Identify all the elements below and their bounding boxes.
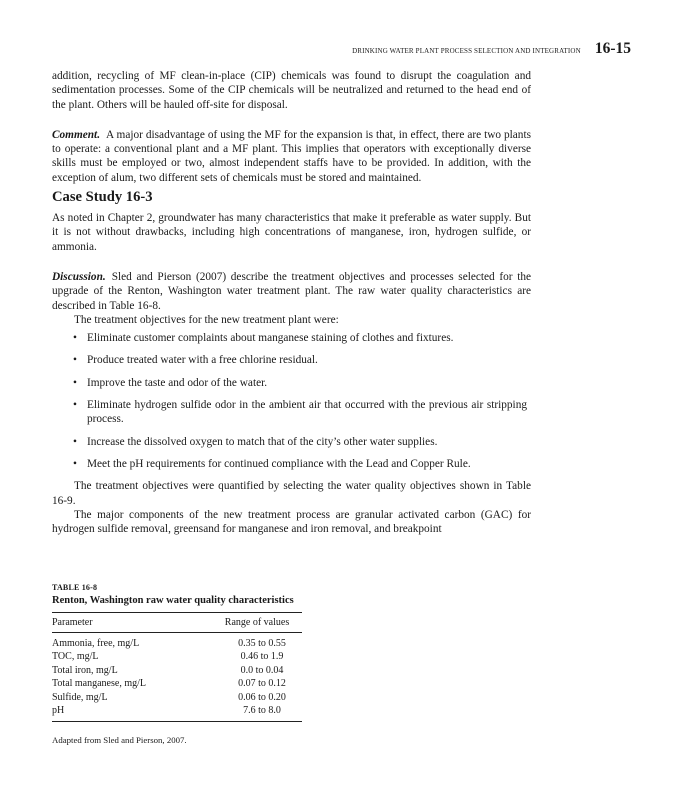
list-item-text: Eliminate hydrogen sulfide odor in the ambient air that occurred with the previous air stripping process.	[87, 399, 527, 426]
bullet-icon: •	[73, 354, 77, 367]
cell-range: 0.0 to 0.04	[240, 664, 284, 676]
table-source-note: Adapted from Sled and Pierson, 2007.	[52, 735, 187, 746]
running-head-title: DRINKING WATER PLANT PROCESS SELECTION AND INTEGRATION	[352, 47, 581, 55]
cell-parameter: pH	[52, 705, 65, 717]
paragraph-case-intro: As noted in Chapter 2, groundwater has many characteristics that make it preferable as water supply. But it is not without drawbacks, including high concentrations of manganese, iron, hydrogen sulfide, or ammonia.	[52, 212, 531, 253]
running-head	[52, 40, 631, 58]
cell-parameter: Total manganese, mg/L	[52, 678, 146, 690]
table-body	[52, 633, 302, 721]
page-number: 16-15	[594, 40, 631, 57]
list-item-text: Improve the taste and odor of the water.	[87, 376, 268, 389]
paragraph-quantified: The treatment objectives were quantified by selecting the water quality objectives shown in Table 16-9.	[52, 480, 531, 507]
table-header-row	[52, 613, 302, 632]
column-header-range: Range of values	[224, 617, 290, 628]
paragraph-comment	[52, 128, 531, 185]
table-title: Renton, Washington raw water quality characteristics	[52, 595, 294, 606]
cell-range: 0.06 to 0.20	[238, 691, 286, 703]
cell-parameter: Total iron, mg/L	[52, 664, 118, 676]
cell-range: 0.46 to 1.9	[240, 651, 284, 663]
paragraph-cip: addition, recycling of MF clean-in-place (CIP) chemicals was found to disrupt the coagulation and sedimentation processes. Some of the CIP chemicals will be neutralized and returned to the head end of the plant. Others will be hauled off-site for disposal.	[52, 70, 531, 111]
cell-range: 7.6 to 8.0	[243, 705, 281, 717]
table-row	[52, 650, 302, 663]
bullet-icon: •	[73, 376, 77, 389]
case-study-heading: Case Study 16-3	[52, 189, 153, 206]
discussion-label: Discussion.	[52, 270, 106, 283]
comment-text: A major disadvantage of using the MF for the expansion is that, in effect, there are two plants to operate: a conventional plant and a MF plant. This implies that operators with exceptionally diverse skills must be employed or two, almost independent staffs have to be provided. In addition, with the exception of alum, two different sets of chemicals must be stored and maintained.	[52, 128, 531, 184]
list-item	[52, 331, 531, 345]
cell-range: 0.35 to 0.55	[238, 638, 286, 649]
list-item	[52, 376, 531, 390]
list-item	[52, 457, 531, 471]
discussion-text: Sled and Pierson (2007) describe the treatment objectives and processes selected for the upgrade of the Renton, Washington water treatment plant. The raw water quality characteristics are described in Table 16-8.	[52, 270, 531, 312]
cell-parameter: Sulfide, mg/L	[52, 691, 108, 703]
paragraph-major-components: The major components of the new treatment process are granular activated carbon (GAC) for hydrogen sulfide removal, greensand for manganese and iron removal, and breakpoint	[52, 508, 531, 536]
table-row	[52, 677, 302, 690]
cell-parameter: TOC, mg/L	[52, 651, 99, 663]
list-item-text: Eliminate customer complaints about manganese staining of clothes and fixtures.	[87, 332, 454, 345]
objectives-list	[52, 331, 531, 471]
table-row	[52, 637, 302, 650]
table-label: TABLE 16-8	[52, 583, 98, 592]
table-16-8	[52, 583, 302, 745]
list-item-text: Increase the dissolved oxygen to match that of the city’s other water supplies.	[87, 435, 438, 448]
list-item	[52, 435, 531, 449]
cell-range: 0.07 to 0.12	[238, 678, 286, 690]
table-bottom-rule	[52, 721, 302, 722]
list-item-text: Produce treated water with a free chlorine residual.	[87, 354, 318, 367]
paragraph-objectives-intro: The treatment objectives for the new treatment plant were:	[74, 313, 339, 326]
list-item-text: Meet the pH requirements for continued compliance with the Lead and Copper Rule.	[87, 457, 471, 470]
comment-label: Comment.	[52, 128, 101, 141]
list-item	[52, 398, 531, 427]
paragraph-discussion	[52, 270, 531, 313]
list-item	[52, 353, 531, 367]
body-text	[52, 69, 531, 536]
table-row	[52, 704, 302, 717]
bullet-icon: •	[73, 435, 77, 448]
table-row	[52, 664, 302, 677]
bullet-icon: •	[73, 399, 77, 412]
bullet-icon: •	[73, 457, 77, 470]
column-header-parameter: Parameter	[52, 617, 93, 628]
cell-parameter: Ammonia, free, mg/L	[52, 638, 140, 649]
table-row	[52, 691, 302, 704]
bullet-icon: •	[73, 332, 77, 345]
